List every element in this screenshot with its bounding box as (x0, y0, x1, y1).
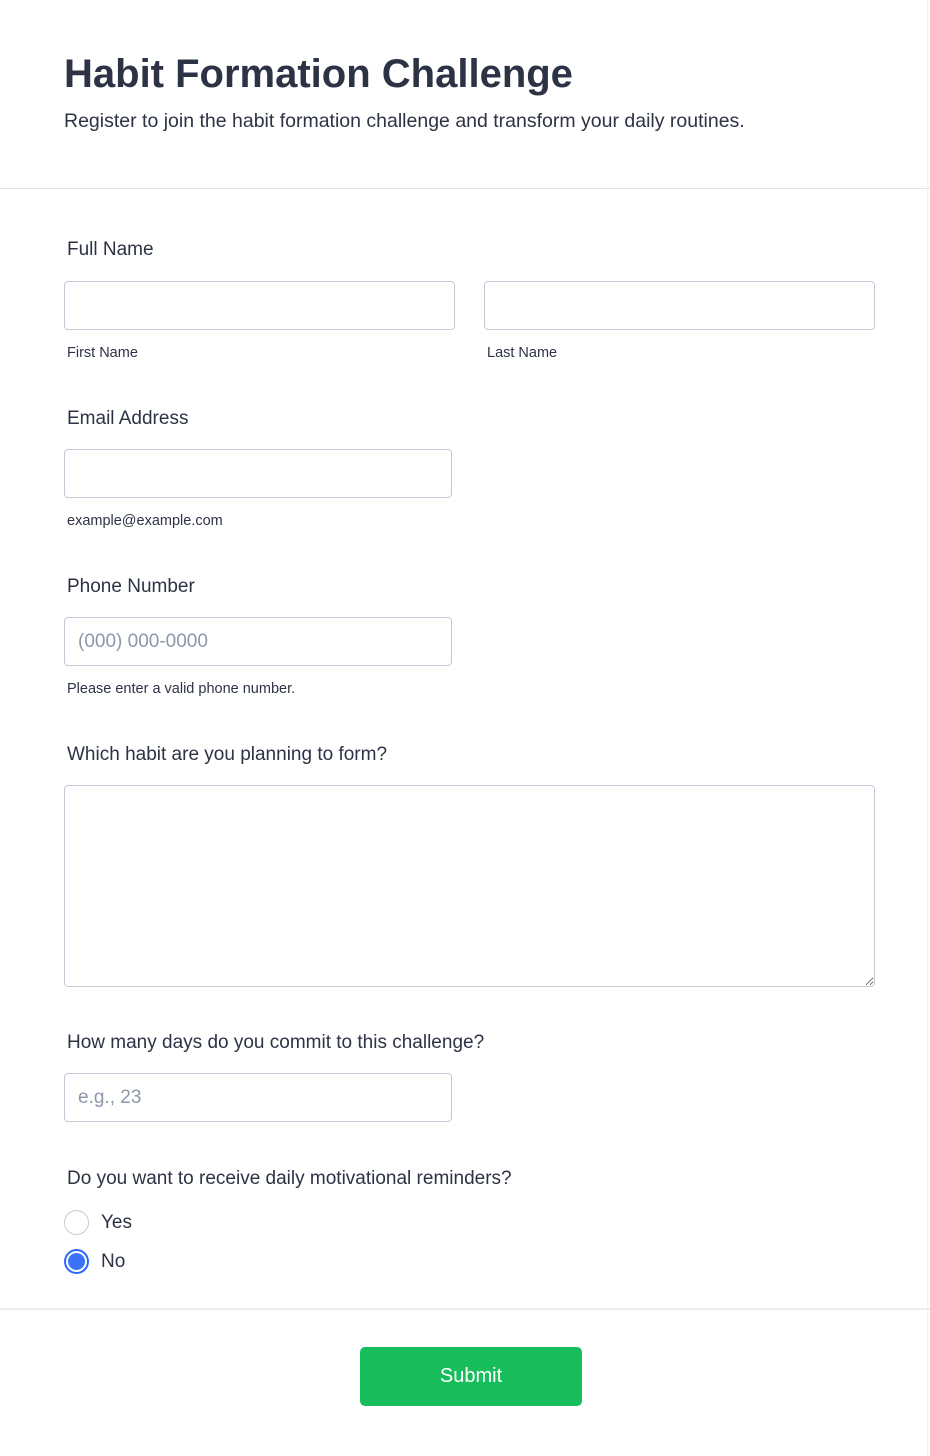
footer-divider (0, 1308, 930, 1310)
page-title: Habit Formation Challenge (64, 52, 573, 96)
submit-button[interactable]: Submit (360, 1347, 582, 1406)
reminder-option-no[interactable] (64, 1249, 125, 1274)
full-name-label: Full Name (67, 239, 154, 260)
radio-yes-label: Yes (101, 1211, 132, 1233)
radio-yes[interactable] (64, 1210, 89, 1235)
last-name-input[interactable] (484, 281, 875, 330)
email-sublabel: example@example.com (67, 513, 223, 529)
radio-no-label: No (101, 1250, 126, 1272)
page-subtitle: Register to join the habit formation challenge and transform your daily routines. (64, 110, 745, 132)
form-header (0, 0, 930, 189)
radio-no[interactable] (64, 1249, 89, 1274)
last-name-sublabel: Last Name (487, 345, 558, 361)
phone-sublabel: Please enter a valid phone number. (67, 681, 296, 697)
reminders-label: Do you want to receive daily motivational reminders? (67, 1168, 512, 1189)
email-input[interactable] (64, 449, 452, 498)
habit-textarea[interactable] (64, 785, 875, 987)
phone-input[interactable] (64, 617, 452, 666)
email-label: Email Address (67, 408, 189, 429)
first-name-sublabel: First Name (67, 345, 138, 361)
days-input[interactable] (64, 1073, 452, 1122)
days-label: How many days do you commit to this challenge? (67, 1032, 485, 1053)
phone-label: Phone Number (67, 576, 195, 597)
first-name-input[interactable] (64, 281, 455, 330)
habit-label: Which habit are you planning to form? (67, 744, 388, 765)
reminder-option-yes[interactable] (64, 1210, 132, 1235)
